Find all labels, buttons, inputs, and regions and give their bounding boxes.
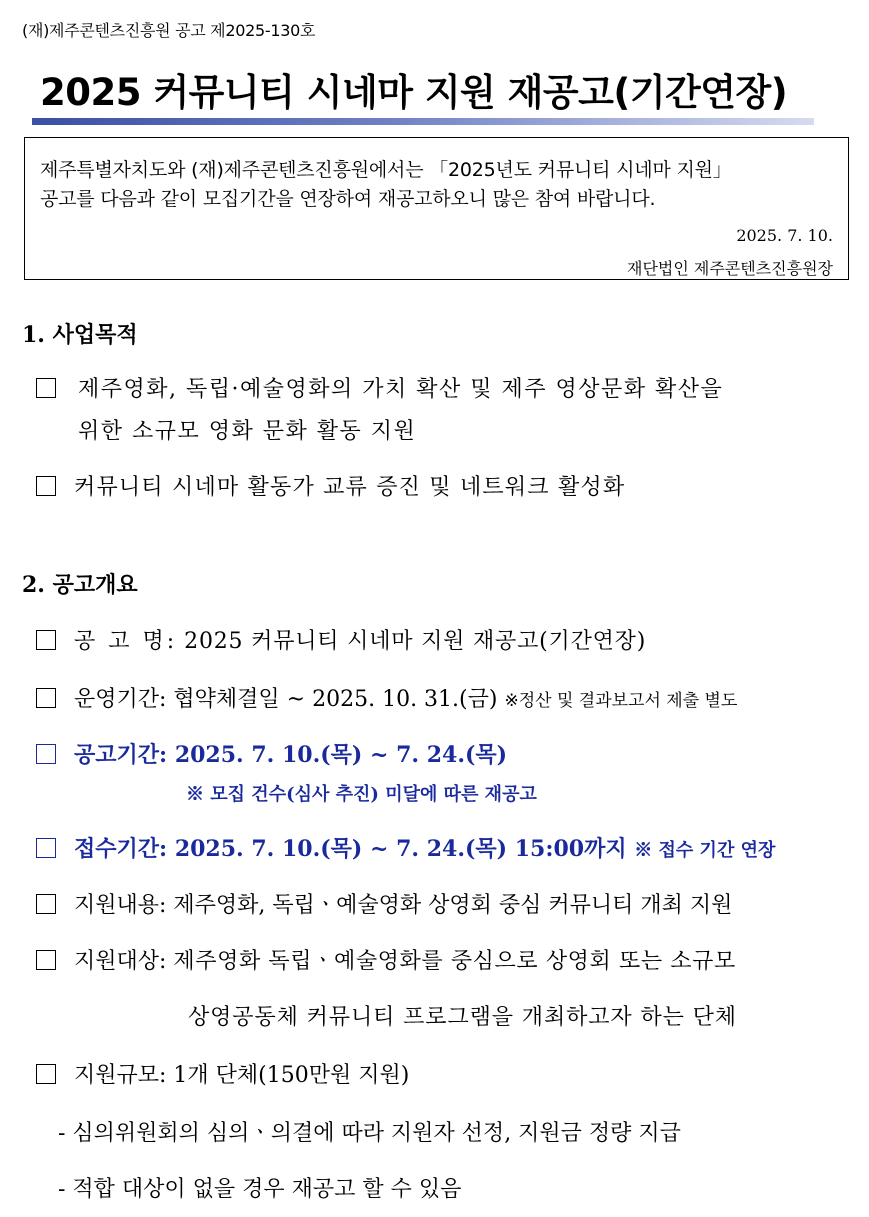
overview-row-name [74,624,646,655]
checkbox-icon [36,630,56,650]
target-value-line-1: 제주영화 독립ㆍ예술영화를 중심으로 상영회 또는 소규모 [173,949,736,974]
overview-row-scale [74,1058,409,1089]
content-value: 제주영화, 독립ㆍ예술영화 상영회 중심 커뮤니티 개최 지원 [173,893,733,918]
scale-label: 지원규모: [74,1063,167,1088]
checkbox-icon [36,744,56,764]
section-heading-purpose: 1. 사업목적 [22,322,138,348]
intro-organization: 재단법인 제주콘텐츠진흥원장 [626,259,833,278]
checkbox-icon [36,838,56,858]
operation-value: 협약체결일 ~ 2025. 10. 31.(금) [173,687,498,712]
checkbox-icon [36,688,56,708]
overview-row-reception-period [74,832,775,863]
notice-period-note: ※ 모집 건수(심사 추진) 미달에 따른 재공고 [186,784,537,805]
checkbox-icon [36,950,56,970]
notice-number: (재)제주콘텐츠진흥원 공고 제2025-130호 [22,21,316,40]
reception-period-value: 2025. 7. 10.(목) ~ 7. 24.(목) 15:00까지 [174,836,627,862]
target-value-line-2: 상영공동체 커뮤니티 프로그램을 개최하고자 하는 단체 [188,1005,737,1030]
page-title: 2025 커뮤니티 시네마 지원 재공고(기간연장) [40,71,788,114]
section-heading-overview: 2. 공고개요 [22,572,138,598]
overview-row-notice-period [74,738,507,769]
checkbox-icon [36,1064,56,1084]
checkbox-icon [36,378,56,398]
purpose-item-1-line-2: 위한 소규모 영화 문화 활동 지원 [78,419,417,444]
reception-period-note: ※ 접수 기간 연장 [634,840,776,861]
operation-label: 운영기간: [74,687,167,712]
checkbox-icon [36,894,56,914]
overview-row-operation [74,682,737,713]
content-label: 지원내용: [74,893,167,918]
purpose-item-1-line-1: 제주영화, 독립·예술영화의 가치 확산 및 제주 영상문화 확산을 [78,377,724,402]
reception-period-label: 접수기간: [74,836,168,862]
scale-note-2: - 적합 대상이 없을 경우 재공고 할 수 있음 [58,1177,462,1202]
overview-row-target [74,944,736,975]
notice-period-value: 2025. 7. 10.(목) ~ 7. 24.(목) [174,742,508,768]
checkbox-icon [36,476,56,496]
notice-period-label: 공고기간: [74,742,168,768]
intro-date: 2025. 7. 10. [736,226,833,245]
scale-note-1: - 심의위원회의 심의ㆍ의결에 따라 지원자 선정, 지원금 정량 지급 [58,1121,681,1146]
overview-row-content [74,888,732,919]
name-value: 2025 커뮤니티 시네마 지원 재공고(기간연장) [184,629,647,654]
scale-value: 1개 단체(150만원 지원) [173,1063,410,1088]
purpose-item-2: 커뮤니티 시네마 활동가 교류 증진 및 네트워크 활성화 [74,475,626,500]
target-label: 지원대상: [74,949,167,974]
operation-note: ※정산 및 결과보고서 제출 별도 [504,691,738,711]
title-underline-bar [32,118,814,125]
intro-text-line-2: 공고를 다음과 같이 모집기간을 연장하여 재공고하오니 많은 참여 바랍니다. [40,188,656,210]
name-label: 공 고 명: [74,629,178,654]
intro-text-line-1: 제주특별자치도와 (재)제주콘텐츠진흥원에서는 「2025년도 커뮤니티 시네마 지원」 [40,159,732,181]
